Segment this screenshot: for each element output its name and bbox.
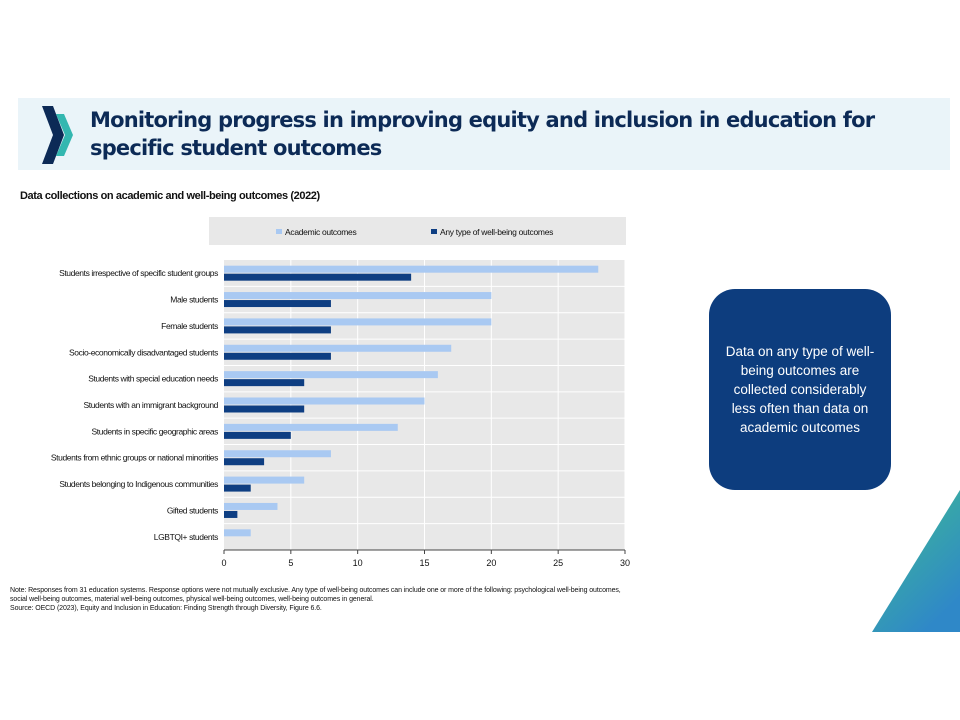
- bar: [224, 503, 277, 510]
- bar: [224, 432, 291, 439]
- category-label: Students belonging to Indigenous communities: [59, 479, 218, 490]
- bar: [224, 406, 304, 413]
- bar: [224, 266, 598, 273]
- bar: [224, 450, 331, 457]
- chart-title: Data collections on academic and well-being outcomes (2022): [20, 190, 320, 202]
- legend-box: [209, 217, 626, 245]
- bar-chart: [0, 210, 640, 580]
- x-tick-label: 5: [288, 558, 294, 568]
- legend-label: Any type of well-being outcomes: [440, 227, 554, 237]
- bar: [224, 292, 491, 299]
- legend-label: Academic outcomes: [285, 227, 357, 237]
- note-text: Note: Responses from 31 education systems. Response options were not mutually exclusive. Any type of well-being outcomes can include one or more of the following: psychological well-being outcomes, social well-being outcomes, material well-being outcomes, physical well-being outcomes, well-being outcomes in general.: [10, 587, 621, 603]
- bar: [224, 274, 411, 281]
- bar: [224, 424, 398, 431]
- oecd-chevron-logo: [40, 104, 76, 166]
- category-label: Students from ethnic groups or national minorities: [50, 452, 218, 463]
- bar: [224, 529, 251, 536]
- bar: [224, 326, 331, 333]
- chart-note: [10, 586, 622, 613]
- source-text: Source: OECD (2023), Equity and Inclusion in Education: Finding Strength through Diversity, Figure 6.6.: [10, 605, 322, 612]
- category-label: Students with an immigrant background: [83, 400, 218, 410]
- bar: [224, 318, 491, 325]
- bar: [224, 300, 331, 307]
- callout-box: [709, 289, 891, 490]
- bar: [224, 379, 304, 386]
- x-tick-label: 10: [352, 558, 363, 568]
- x-tick-label: 15: [419, 558, 430, 568]
- x-tick-label: 0: [221, 558, 227, 568]
- category-label: Students with special education needs: [88, 373, 218, 384]
- category-label: Female students: [161, 320, 218, 331]
- bar: [224, 485, 251, 492]
- category-label: Socio-economically disadvantaged students: [69, 347, 218, 358]
- legend-swatch: [431, 229, 437, 234]
- category-label: LGBTQI+ students: [153, 531, 218, 542]
- x-tick-label: 30: [619, 558, 631, 568]
- bar: [224, 398, 425, 405]
- corner-triangle-decoration: [872, 490, 960, 632]
- category-label: Male students: [170, 294, 218, 305]
- page-title: Monitoring progress in improving equity and inclusion in education for specific student outcomes: [90, 108, 875, 160]
- legend-swatch: [276, 229, 282, 234]
- bar: [224, 458, 264, 465]
- x-tick-label: 25: [553, 558, 564, 568]
- x-tick-label: 20: [486, 558, 497, 568]
- bar: [224, 353, 331, 360]
- bar: [224, 345, 451, 352]
- category-label: Students irrespective of specific student groups: [59, 268, 218, 279]
- category-label: Gifted students: [166, 505, 218, 516]
- category-label: Students in specific geographic areas: [91, 426, 218, 437]
- bar: [224, 511, 237, 518]
- bar: [224, 477, 304, 484]
- callout-text: Data on any type of well-being outcomes are collected considerably less often than data on academic outcomes: [725, 344, 875, 435]
- bar: [224, 371, 438, 378]
